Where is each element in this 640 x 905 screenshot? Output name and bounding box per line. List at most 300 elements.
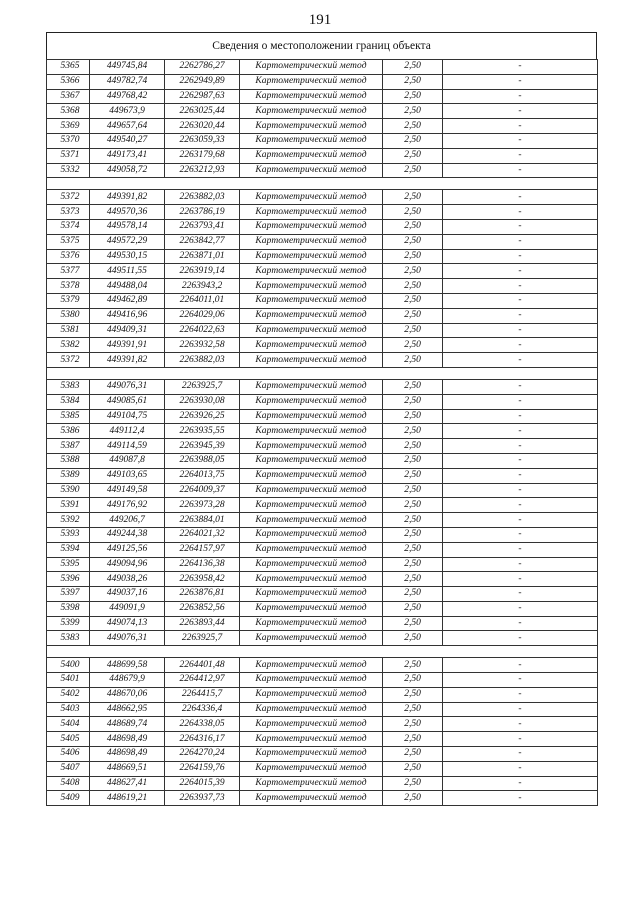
x-coordinate-cell: 449112,4 <box>90 424 165 439</box>
table-row <box>47 439 598 454</box>
x-coordinate-cell: 449103,65 <box>90 468 165 483</box>
accuracy-cell: 2,50 <box>383 279 443 294</box>
x-coordinate-cell: 449206,7 <box>90 513 165 528</box>
table-row <box>47 60 598 75</box>
accuracy-cell: 2,50 <box>383 587 443 602</box>
x-coordinate-cell: 449076,31 <box>90 379 165 394</box>
y-coordinate-cell: 2263882,03 <box>165 190 240 205</box>
description-cell: - <box>443 148 598 163</box>
description-cell: - <box>443 747 598 762</box>
y-coordinate-cell: 2263020,44 <box>165 119 240 134</box>
accuracy-cell: 2,50 <box>383 557 443 572</box>
table-row <box>47 673 598 688</box>
point-number-cell: 5366 <box>47 74 90 89</box>
table-row <box>47 498 598 513</box>
point-number-cell: 5396 <box>47 572 90 587</box>
x-coordinate-cell: 448689,74 <box>90 717 165 732</box>
method-cell: Картометрический метод <box>240 717 383 732</box>
table-row <box>47 761 598 776</box>
accuracy-cell: 2,50 <box>383 308 443 323</box>
method-cell: Картометрический метод <box>240 394 383 409</box>
method-cell: Картометрический метод <box>240 513 383 528</box>
description-cell: - <box>443 498 598 513</box>
group-separator-row <box>47 178 598 190</box>
point-number-cell: 5395 <box>47 557 90 572</box>
y-coordinate-cell: 2263876,81 <box>165 587 240 602</box>
point-number-cell: 5374 <box>47 219 90 234</box>
accuracy-cell: 2,50 <box>383 513 443 528</box>
point-number-cell: 5390 <box>47 483 90 498</box>
point-number-cell: 5391 <box>47 498 90 513</box>
accuracy-cell: 2,50 <box>383 747 443 762</box>
table-row <box>47 717 598 732</box>
method-cell: Картометрический метод <box>240 353 383 368</box>
table-row <box>47 747 598 762</box>
separator-cell <box>47 178 598 190</box>
x-coordinate-cell: 448699,58 <box>90 658 165 673</box>
y-coordinate-cell: 2263943,2 <box>165 279 240 294</box>
method-cell: Картометрический метод <box>240 308 383 323</box>
table-row <box>47 353 598 368</box>
x-coordinate-cell: 449530,15 <box>90 249 165 264</box>
y-coordinate-cell: 2264338,05 <box>165 717 240 732</box>
accuracy-cell: 2,50 <box>383 761 443 776</box>
table-row <box>47 513 598 528</box>
method-cell: Картометрический метод <box>240 424 383 439</box>
accuracy-cell: 2,50 <box>383 687 443 702</box>
point-number-cell: 5372 <box>47 190 90 205</box>
table-row <box>47 631 598 646</box>
description-cell: - <box>443 424 598 439</box>
description-cell: - <box>443 409 598 424</box>
method-cell: Картометрический метод <box>240 163 383 178</box>
point-number-cell: 5403 <box>47 702 90 717</box>
point-number-cell: 5367 <box>47 89 90 104</box>
accuracy-cell: 2,50 <box>383 190 443 205</box>
x-coordinate-cell: 449572,29 <box>90 234 165 249</box>
description-cell: - <box>443 279 598 294</box>
point-number-cell: 5378 <box>47 279 90 294</box>
table-row <box>47 308 598 323</box>
y-coordinate-cell: 2263926,25 <box>165 409 240 424</box>
method-cell: Картометрический метод <box>240 205 383 220</box>
point-number-cell: 5377 <box>47 264 90 279</box>
x-coordinate-cell: 449176,92 <box>90 498 165 513</box>
accuracy-cell: 2,50 <box>383 717 443 732</box>
description-cell: - <box>443 601 598 616</box>
method-cell: Картометрический метод <box>240 104 383 119</box>
accuracy-cell: 2,50 <box>383 89 443 104</box>
method-cell: Картометрический метод <box>240 658 383 673</box>
method-cell: Картометрический метод <box>240 439 383 454</box>
x-coordinate-cell: 449114,59 <box>90 439 165 454</box>
x-coordinate-cell: 449391,82 <box>90 353 165 368</box>
point-number-cell: 5408 <box>47 776 90 791</box>
table-row <box>47 379 598 394</box>
accuracy-cell: 2,50 <box>383 498 443 513</box>
table-row <box>47 219 598 234</box>
y-coordinate-cell: 2263059,33 <box>165 133 240 148</box>
y-coordinate-cell: 2263935,55 <box>165 424 240 439</box>
method-cell: Картометрический метод <box>240 557 383 572</box>
point-number-cell: 5365 <box>47 60 90 75</box>
table-row <box>47 791 598 806</box>
point-number-cell: 5393 <box>47 527 90 542</box>
x-coordinate-cell: 449244,38 <box>90 527 165 542</box>
table-row <box>47 557 598 572</box>
accuracy-cell: 2,50 <box>383 631 443 646</box>
method-cell: Картометрический метод <box>240 279 383 294</box>
method-cell: Картометрический метод <box>240 264 383 279</box>
accuracy-cell: 2,50 <box>383 338 443 353</box>
group-separator-row <box>47 367 598 379</box>
accuracy-cell: 2,50 <box>383 163 443 178</box>
y-coordinate-cell: 2264157,97 <box>165 542 240 557</box>
x-coordinate-cell: 448679,9 <box>90 673 165 688</box>
x-coordinate-cell: 449149,58 <box>90 483 165 498</box>
point-number-cell: 5372 <box>47 353 90 368</box>
y-coordinate-cell: 2263852,56 <box>165 601 240 616</box>
accuracy-cell: 2,50 <box>383 148 443 163</box>
x-coordinate-cell: 449038,26 <box>90 572 165 587</box>
x-coordinate-cell: 449173,41 <box>90 148 165 163</box>
table-row <box>47 293 598 308</box>
separator-cell <box>47 646 598 658</box>
table-row <box>47 527 598 542</box>
accuracy-cell: 2,50 <box>383 616 443 631</box>
description-cell: - <box>443 338 598 353</box>
table-row <box>47 542 598 557</box>
table-row <box>47 394 598 409</box>
description-cell: - <box>443 791 598 806</box>
point-number-cell: 5384 <box>47 394 90 409</box>
description-cell: - <box>443 89 598 104</box>
method-cell: Картометрический метод <box>240 616 383 631</box>
y-coordinate-cell: 2263925,7 <box>165 631 240 646</box>
accuracy-cell: 2,50 <box>383 249 443 264</box>
point-number-cell: 5371 <box>47 148 90 163</box>
x-coordinate-cell: 449094,96 <box>90 557 165 572</box>
table-row <box>47 119 598 134</box>
x-coordinate-cell: 449087,8 <box>90 453 165 468</box>
point-number-cell: 5370 <box>47 133 90 148</box>
accuracy-cell: 2,50 <box>383 658 443 673</box>
x-coordinate-cell: 449409,31 <box>90 323 165 338</box>
description-cell: - <box>443 587 598 602</box>
method-cell: Картометрический метод <box>240 468 383 483</box>
accuracy-cell: 2,50 <box>383 264 443 279</box>
description-cell: - <box>443 483 598 498</box>
accuracy-cell: 2,50 <box>383 702 443 717</box>
description-cell: - <box>443 133 598 148</box>
x-coordinate-cell: 449673,9 <box>90 104 165 119</box>
point-number-cell: 5402 <box>47 687 90 702</box>
accuracy-cell: 2,50 <box>383 468 443 483</box>
method-cell: Картометрический метод <box>240 60 383 75</box>
accuracy-cell: 2,50 <box>383 394 443 409</box>
coordinates-table <box>46 59 598 806</box>
accuracy-cell: 2,50 <box>383 439 443 454</box>
y-coordinate-cell: 2263793,41 <box>165 219 240 234</box>
point-number-cell: 5404 <box>47 717 90 732</box>
table-row <box>47 279 598 294</box>
x-coordinate-cell: 449511,55 <box>90 264 165 279</box>
description-cell: - <box>443 219 598 234</box>
accuracy-cell: 2,50 <box>383 673 443 688</box>
y-coordinate-cell: 2263893,44 <box>165 616 240 631</box>
description-cell: - <box>443 673 598 688</box>
x-coordinate-cell: 448627,41 <box>90 776 165 791</box>
y-coordinate-cell: 2264015,39 <box>165 776 240 791</box>
y-coordinate-cell: 2264011,01 <box>165 293 240 308</box>
method-cell: Картометрический метод <box>240 761 383 776</box>
accuracy-cell: 2,50 <box>383 205 443 220</box>
point-number-cell: 5376 <box>47 249 90 264</box>
description-cell: - <box>443 264 598 279</box>
y-coordinate-cell: 2264013,75 <box>165 468 240 483</box>
description-cell: - <box>443 658 598 673</box>
description-cell: - <box>443 776 598 791</box>
y-coordinate-cell: 2263025,44 <box>165 104 240 119</box>
y-coordinate-cell: 2262786,27 <box>165 60 240 75</box>
table-row <box>47 74 598 89</box>
y-coordinate-cell: 2264022,63 <box>165 323 240 338</box>
point-number-cell: 5368 <box>47 104 90 119</box>
table-row <box>47 572 598 587</box>
description-cell: - <box>443 119 598 134</box>
accuracy-cell: 2,50 <box>383 293 443 308</box>
table-row <box>47 323 598 338</box>
method-cell: Картометрический метод <box>240 338 383 353</box>
x-coordinate-cell: 448698,49 <box>90 747 165 762</box>
x-coordinate-cell: 449104,75 <box>90 409 165 424</box>
accuracy-cell: 2,50 <box>383 483 443 498</box>
method-cell: Картометрический метод <box>240 453 383 468</box>
point-number-cell: 5381 <box>47 323 90 338</box>
y-coordinate-cell: 2263973,28 <box>165 498 240 513</box>
x-coordinate-cell: 449391,82 <box>90 190 165 205</box>
description-cell: - <box>443 761 598 776</box>
table-row <box>47 658 598 673</box>
method-cell: Картометрический метод <box>240 673 383 688</box>
x-coordinate-cell: 449037,16 <box>90 587 165 602</box>
table-row <box>47 409 598 424</box>
x-coordinate-cell: 449745,84 <box>90 60 165 75</box>
description-cell: - <box>443 453 598 468</box>
y-coordinate-cell: 2263842,77 <box>165 234 240 249</box>
y-coordinate-cell: 2263919,14 <box>165 264 240 279</box>
y-coordinate-cell: 2264021,32 <box>165 527 240 542</box>
point-number-cell: 5386 <box>47 424 90 439</box>
point-number-cell: 5406 <box>47 747 90 762</box>
table-row <box>47 89 598 104</box>
table-row <box>47 148 598 163</box>
x-coordinate-cell: 449782,74 <box>90 74 165 89</box>
table-row <box>47 133 598 148</box>
description-cell: - <box>443 542 598 557</box>
description-cell: - <box>443 717 598 732</box>
description-cell: - <box>443 687 598 702</box>
description-cell: - <box>443 468 598 483</box>
description-cell: - <box>443 60 598 75</box>
point-number-cell: 5399 <box>47 616 90 631</box>
y-coordinate-cell: 2263930,08 <box>165 394 240 409</box>
method-cell: Картометрический метод <box>240 702 383 717</box>
point-number-cell: 5383 <box>47 631 90 646</box>
x-coordinate-cell: 449570,36 <box>90 205 165 220</box>
table-row <box>47 483 598 498</box>
x-coordinate-cell: 449076,31 <box>90 631 165 646</box>
y-coordinate-cell: 2264336,4 <box>165 702 240 717</box>
page-number: 191 <box>308 12 332 28</box>
description-cell: - <box>443 616 598 631</box>
method-cell: Картометрический метод <box>240 747 383 762</box>
point-number-cell: 5380 <box>47 308 90 323</box>
x-coordinate-cell: 448669,51 <box>90 761 165 776</box>
accuracy-cell: 2,50 <box>383 219 443 234</box>
y-coordinate-cell: 2264412,97 <box>165 673 240 688</box>
table-row <box>47 205 598 220</box>
table-row <box>47 776 598 791</box>
table-row <box>47 338 598 353</box>
method-cell: Картометрический метод <box>240 379 383 394</box>
description-cell: - <box>443 323 598 338</box>
table-row <box>47 264 598 279</box>
table-row <box>47 234 598 249</box>
y-coordinate-cell: 2264401,48 <box>165 658 240 673</box>
description-cell: - <box>443 702 598 717</box>
accuracy-cell: 2,50 <box>383 732 443 747</box>
point-number-cell: 5389 <box>47 468 90 483</box>
coordinates-table-body <box>47 60 598 806</box>
method-cell: Картометрический метод <box>240 409 383 424</box>
accuracy-cell: 2,50 <box>383 601 443 616</box>
description-cell: - <box>443 557 598 572</box>
description-cell: - <box>443 572 598 587</box>
x-coordinate-cell: 448670,06 <box>90 687 165 702</box>
method-cell: Картометрический метод <box>240 74 383 89</box>
method-cell: Картометрический метод <box>240 148 383 163</box>
method-cell: Картометрический метод <box>240 542 383 557</box>
description-cell: - <box>443 205 598 220</box>
accuracy-cell: 2,50 <box>383 453 443 468</box>
y-coordinate-cell: 2263179,68 <box>165 148 240 163</box>
y-coordinate-cell: 2264009,37 <box>165 483 240 498</box>
method-cell: Картометрический метод <box>240 601 383 616</box>
point-number-cell: 5373 <box>47 205 90 220</box>
method-cell: Картометрический метод <box>240 572 383 587</box>
description-cell: - <box>443 379 598 394</box>
description-cell: - <box>443 353 598 368</box>
point-number-cell: 5407 <box>47 761 90 776</box>
description-cell: - <box>443 439 598 454</box>
y-coordinate-cell: 2264029,06 <box>165 308 240 323</box>
y-coordinate-cell: 2264415,7 <box>165 687 240 702</box>
point-number-cell: 5401 <box>47 673 90 688</box>
y-coordinate-cell: 2263988,05 <box>165 453 240 468</box>
accuracy-cell: 2,50 <box>383 353 443 368</box>
accuracy-cell: 2,50 <box>383 776 443 791</box>
table-row <box>47 104 598 119</box>
point-number-cell: 5387 <box>47 439 90 454</box>
description-cell: - <box>443 513 598 528</box>
y-coordinate-cell: 2263937,73 <box>165 791 240 806</box>
point-number-cell: 5397 <box>47 587 90 602</box>
x-coordinate-cell: 449488,04 <box>90 279 165 294</box>
table-row <box>47 702 598 717</box>
accuracy-cell: 2,50 <box>383 74 443 89</box>
description-cell: - <box>443 249 598 264</box>
method-cell: Картометрический метод <box>240 776 383 791</box>
x-coordinate-cell: 449125,56 <box>90 542 165 557</box>
x-coordinate-cell: 449058,72 <box>90 163 165 178</box>
accuracy-cell: 2,50 <box>383 133 443 148</box>
table-title: Сведения о местоположении границ объекта <box>46 32 597 59</box>
accuracy-cell: 2,50 <box>383 379 443 394</box>
method-cell: Картометрический метод <box>240 249 383 264</box>
table-row <box>47 249 598 264</box>
method-cell: Картометрический метод <box>240 234 383 249</box>
description-cell: - <box>443 163 598 178</box>
accuracy-cell: 2,50 <box>383 119 443 134</box>
accuracy-cell: 2,50 <box>383 409 443 424</box>
method-cell: Картометрический метод <box>240 483 383 498</box>
point-number-cell: 5409 <box>47 791 90 806</box>
table-row <box>47 190 598 205</box>
table-row <box>47 587 598 602</box>
accuracy-cell: 2,50 <box>383 424 443 439</box>
point-number-cell: 5388 <box>47 453 90 468</box>
y-coordinate-cell: 2263212,93 <box>165 163 240 178</box>
description-cell: - <box>443 74 598 89</box>
y-coordinate-cell: 2263958,42 <box>165 572 240 587</box>
x-coordinate-cell: 449091,9 <box>90 601 165 616</box>
method-cell: Картометрический метод <box>240 219 383 234</box>
x-coordinate-cell: 449391,91 <box>90 338 165 353</box>
method-cell: Картометрический метод <box>240 791 383 806</box>
x-coordinate-cell: 449462,89 <box>90 293 165 308</box>
accuracy-cell: 2,50 <box>383 234 443 249</box>
x-coordinate-cell: 449578,14 <box>90 219 165 234</box>
table-row <box>47 601 598 616</box>
description-cell: - <box>443 234 598 249</box>
method-cell: Картометрический метод <box>240 587 383 602</box>
point-number-cell: 5383 <box>47 379 90 394</box>
description-cell: - <box>443 732 598 747</box>
description-cell: - <box>443 293 598 308</box>
x-coordinate-cell: 449540,27 <box>90 133 165 148</box>
description-cell: - <box>443 527 598 542</box>
method-cell: Картометрический метод <box>240 687 383 702</box>
description-cell: - <box>443 308 598 323</box>
table-row <box>47 424 598 439</box>
point-number-cell: 5385 <box>47 409 90 424</box>
method-cell: Картометрический метод <box>240 133 383 148</box>
point-number-cell: 5400 <box>47 658 90 673</box>
accuracy-cell: 2,50 <box>383 60 443 75</box>
point-number-cell: 5398 <box>47 601 90 616</box>
method-cell: Картометрический метод <box>240 323 383 338</box>
method-cell: Картометрический метод <box>240 631 383 646</box>
method-cell: Картометрический метод <box>240 498 383 513</box>
x-coordinate-cell: 448619,21 <box>90 791 165 806</box>
method-cell: Картометрический метод <box>240 293 383 308</box>
y-coordinate-cell: 2263932,58 <box>165 338 240 353</box>
table-row <box>47 687 598 702</box>
accuracy-cell: 2,50 <box>383 542 443 557</box>
separator-cell <box>47 367 598 379</box>
point-number-cell: 5392 <box>47 513 90 528</box>
